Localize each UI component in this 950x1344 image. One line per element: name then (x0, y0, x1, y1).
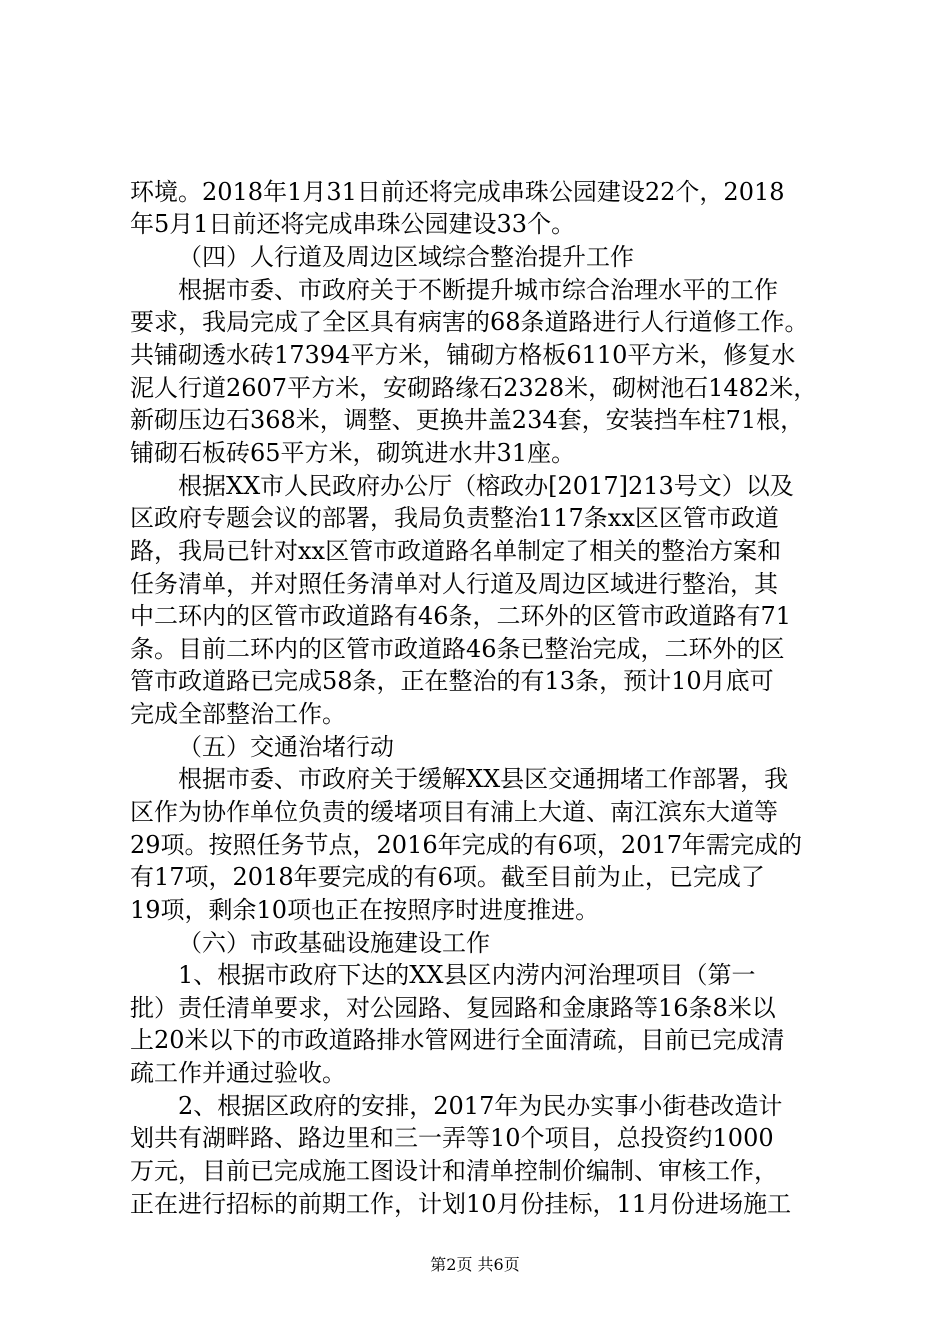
text-line: 要求，我局完成了全区具有病害的68条道路进行人行道修工作。 (130, 308, 809, 336)
text-line: 新砌压边石368米，调整、更换井盖234套，安装挡车柱71根， (130, 406, 805, 434)
text-line: 中二环内的区管市政道路有46条，二环外的区管市政道路有71 (130, 602, 792, 630)
text-line: 区作为协作单位负责的缓堵项目有浦上大道、南江滨东大道等 (130, 798, 778, 826)
text-line: 任务清单，并对照任务清单对人行道及周边区域进行整治，其 (130, 570, 778, 598)
text-line: 路，我局已针对xx区管市政道路名单制定了相关的整治方案和 (130, 537, 782, 565)
text-line: 年5月1日前还将完成串珠公园建设33个。 (130, 210, 576, 238)
text-line: 划共有湖畔路、路边里和三一弄等10个项目，总投资约1000 (130, 1124, 774, 1152)
text-line: 环境。2018年1月31日前还将完成串珠公园建设22个，2018 (130, 178, 785, 206)
text-line: 正在进行招标的前期工作，计划10月份挂标，11月份进场施工 (130, 1190, 792, 1218)
text-line: 条。目前二环内的区管市政道路46条已整治完成，二环外的区 (130, 635, 785, 663)
text-line: 区政府专题会议的部署，我局负责整治117条xx区区管市政道 (130, 504, 779, 532)
section-heading: （六）市政基础设施建设工作 (178, 929, 490, 957)
page-footer: 第2页 共6页 (430, 1255, 520, 1274)
text-line: 19项，剩余10项也正在按照序时进度推进。 (130, 896, 600, 924)
text-line: 共铺砌透水砖17394平方米，铺砌方格板6110平方米，修复水 (130, 341, 796, 369)
section-heading: （五）交通治堵行动 (178, 733, 394, 761)
text-line: 2、根据区政府的安排，2017年为民办实事小街巷改造计 (178, 1092, 783, 1120)
text-line: 根据市委、市政府关于不断提升城市综合治理水平的工作 (178, 276, 778, 304)
text-line: 有17项，2018年要完成的有6项。截至目前为止，已完成了 (130, 863, 765, 891)
text-line: 铺砌石板砖65平方米，砌筑进水井31座。 (130, 439, 576, 467)
text-line: 上20米以下的市政道路排水管网进行全面清疏，目前已完成清 (130, 1026, 785, 1054)
text-line: 根据市委、市政府关于缓解XX县区交通拥堵工作部署，我 (178, 765, 789, 793)
text-line: 管市政道路已完成58条，正在整治的有13条，预计10月底可 (130, 667, 774, 695)
text-line: 批）责任清单要求，对公园路、复园路和金康路等16条8米以 (130, 994, 776, 1022)
text-line: 万元，目前已完成施工图设计和清单控制价编制、审核工作， (130, 1157, 778, 1185)
text-line: 根据XX市人民政府办公厅（榕政办[2017]213号文）以及 (178, 472, 794, 500)
text-line: 29项。按照任务节点，2016年完成的有6项，2017年需完成的 (130, 831, 802, 859)
text-line: 完成全部整治工作。 (130, 700, 346, 728)
text-line: 疏工作并通过验收。 (130, 1059, 346, 1087)
text-line: 1、根据市政府下达的XX县区内涝内河治理项目（第一 (178, 961, 756, 989)
section-heading: （四）人行道及周边区域综合整治提升工作 (178, 243, 634, 271)
text-line: 泥人行道2607平方米，安砌路缘石2328米，砌树池石1482米， (130, 374, 818, 402)
